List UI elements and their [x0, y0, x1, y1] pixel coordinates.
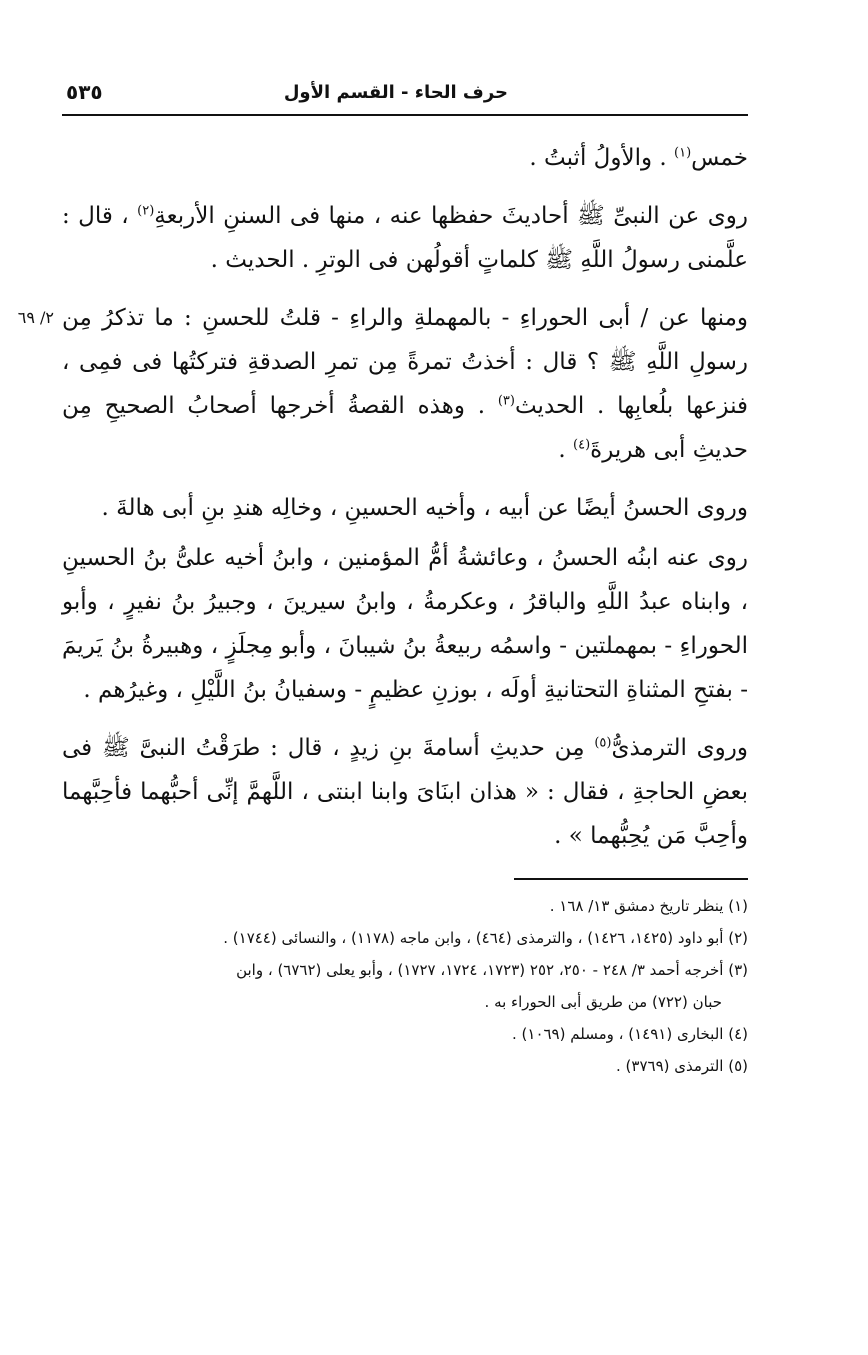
footnote-ref-1: (١): [674, 145, 692, 161]
footnote-ref-5: (٥): [594, 735, 612, 751]
paragraph-text: .: [558, 437, 574, 463]
paragraph-text: ، قال : علَّمنى رسولُ اللَّهِ ﷺ كلماتٍ أقولُهن فى الوترِ . الحديث .: [62, 203, 748, 273]
page-header: [62, 70, 748, 116]
paragraph-text: . والأولُ أثبتُ .: [529, 145, 675, 171]
footnote-5: (٥) الترمذى (٣٧٦٩) .: [616, 1057, 748, 1075]
book-page: [17, 70, 748, 1330]
footnote-4: (٤) البخارى (١٤٩١) ، ومسلم (١٠٦٩) .: [512, 1025, 748, 1043]
page-number: ٥٣٥: [66, 80, 103, 104]
paragraph-text: مِن حديثِ أسامةَ بنِ زيدٍ ، قال : طرَقْتُ النبىَّ ﷺ فى بعضِ الحاجةِ ، فقال : « هذان ابنَاىَ وابنا ابنتى ، اللَّهمَّ إنِّى أحبُّهما فأحِبَّهما وأحِبَّ مَن يُحِبُّهما » .: [62, 735, 748, 849]
paragraph-text: خمس: [691, 145, 748, 171]
paragraph-3: [17, 296, 748, 472]
footnote-ref-4: (٤): [573, 437, 591, 453]
paragraph-text: . وهذه القصةُ أخرجها أصحابُ الصحيحِ مِن حديثِ أبى هريرةَ: [62, 393, 748, 463]
footnotes: [62, 890, 748, 1082]
footnote-ref-3: (٣): [497, 393, 515, 409]
paragraph-text: روى عن النبىِّ ﷺ أحاديثَ حفظها عنه ، منها فى السننِ الأربعةِ: [154, 203, 748, 229]
footnote-3: (٣) أخرجه أحمد ٣/ ٢٤٨ - ٢٥٠، ٢٥٢ (١٧٢٣، ١٧٢٤، ١٧٢٧) ، وأبو يعلى (٦٧٦٢) ، وابن: [236, 961, 748, 979]
paragraph-2: [62, 194, 748, 282]
paragraph-text: وروى الترمذىُّ: [611, 735, 748, 761]
footnote-3-continued: حبان (٧٢٢) من طريق أبى الحوراء به .: [484, 993, 722, 1011]
main-text: [17, 136, 748, 858]
footnote-1: (١) ينظر تاريخ دمشق ١٣/ ١٦٨ .: [549, 897, 748, 915]
paragraph-1: [62, 136, 748, 180]
footnote-ref-2: (٢): [137, 203, 155, 219]
paragraph-4: وروى الحسنُ أيضًا عن أبيه ، وأخيه الحسينِ ، وخالِه هندِ بنِ أبى هالةَ .: [101, 495, 748, 521]
footnote-separator: [514, 878, 748, 880]
paragraph-text: ومنها عن / أبى الحوراءِ - بالمهملةِ والراءِ - قلتُ للحسنِ : ما تذكرُ مِن رسولِ اللَّهِ ﷺ ؟ قال : أخذتُ تمرةً مِن تمرِ الصدقةِ فتركتُها فى فمِى ، فنزعها بلُعابِها . الحديث: [62, 305, 748, 419]
running-title: حرف الحاء - القسم الأول: [283, 82, 508, 103]
footnote-2: (٢) أبو داود (١٤٢٥، ١٤٢٦) ، والترمذى (٤٦٤) ، وابن ماجه (١١٧٨) ، والنسائى (١٧٤٤) .: [223, 929, 748, 947]
paragraph-6: [62, 726, 748, 858]
margin-volume-page-ref: ٢/ ٦٩: [17, 308, 54, 327]
paragraph-5: روى عنه ابنُه الحسنُ ، وعائشةُ أمُّ المؤمنين ، وابنُ أخيه علىُّ بنُ الحسينِ ، وابناه عبدُ اللَّهِ والباقرُ ، وعكرمةُ ، وابنُ سيرينَ ، وجبيرُ بنُ نفيرٍ ، وأبو الحوراءِ - بمهملتين - واسمُه ربيعةُ بنُ شيبانَ ، وأبو مِجلَزٍ ، وهبيرةُ بنُ يَريمَ - بفتحِ المثناةِ التحتانيةِ أولَه ، بوزنِ عظيمٍ - وسفيانُ بنُ اللَّيْلِ ، وغيرُهم .: [62, 545, 748, 703]
